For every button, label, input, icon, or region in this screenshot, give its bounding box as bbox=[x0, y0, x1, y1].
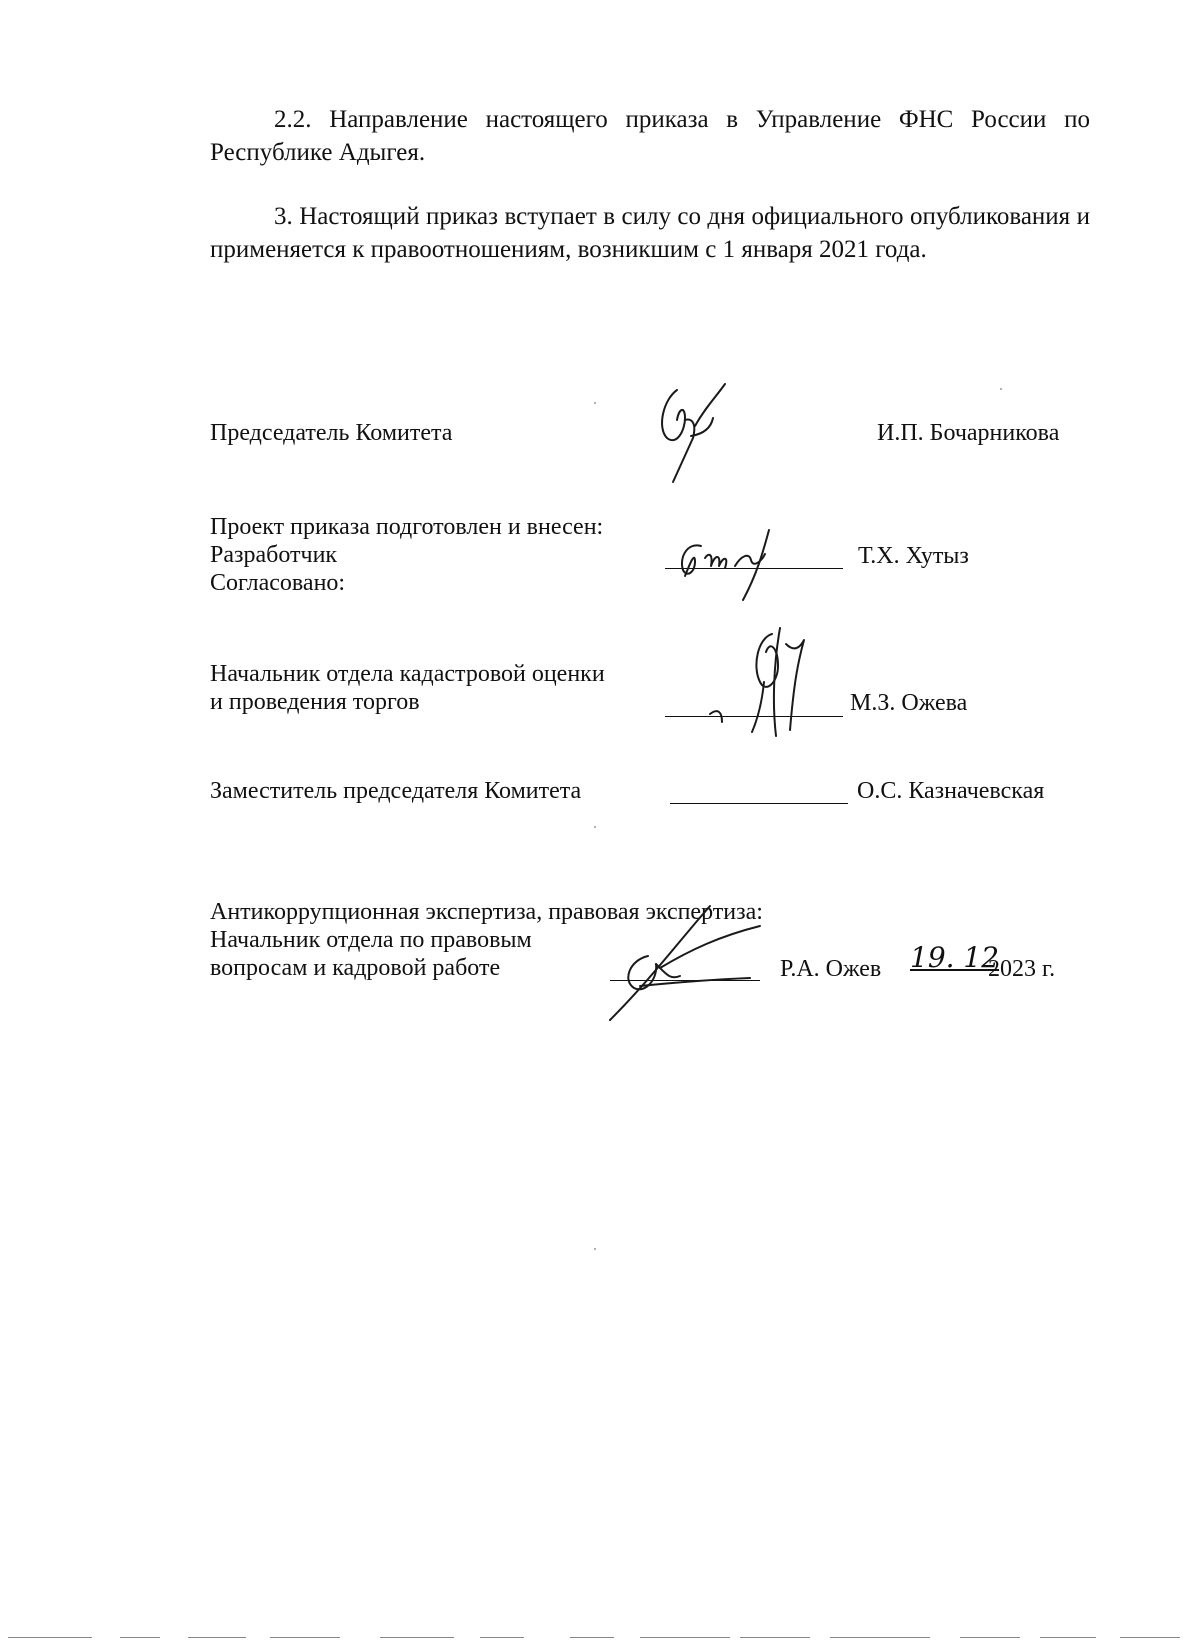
scan-speck bbox=[594, 402, 596, 404]
scan-edge-dash bbox=[188, 1637, 246, 1638]
scan-edge-dash bbox=[270, 1637, 340, 1638]
legal-title-line2: вопросам и кадровой работе bbox=[210, 955, 501, 981]
chairman-name: И.П. Бочарникова bbox=[877, 420, 1060, 446]
expertise-label: Антикоррупционная экспертиза, правовая экспертиза: bbox=[210, 899, 763, 925]
deputy-title: Заместитель председателя Комитета bbox=[210, 778, 582, 804]
deputy-signature-line bbox=[670, 803, 848, 804]
prepared-label: Проект приказа подготовлен и внесен: bbox=[210, 514, 604, 540]
paragraph-3-text: 3. Настоящий приказ вступает в силу со дня официального опубликования и применяется к правоотношениям, возникшим с 1 января 2021 года. bbox=[210, 203, 1090, 263]
paragraph-2-2 bbox=[210, 103, 1090, 169]
scan-speck bbox=[594, 1248, 596, 1250]
paragraph-3 bbox=[210, 200, 1090, 266]
developer-role: Разработчик bbox=[210, 542, 338, 568]
cadastre-signature bbox=[700, 622, 840, 740]
scan-edge-dash bbox=[960, 1637, 1020, 1638]
scan-edge-dash bbox=[570, 1637, 614, 1638]
legal-date-suffix: 2023 г. bbox=[988, 956, 1056, 982]
scan-speck bbox=[1000, 388, 1002, 390]
scan-edge-dash bbox=[480, 1637, 524, 1638]
legal-date-handwritten: 19. 12 bbox=[910, 941, 1000, 974]
agreed-label: Согласовано: bbox=[210, 570, 346, 596]
chairman-signature bbox=[655, 378, 735, 486]
developer-name: Т.Х. Хутыз bbox=[858, 543, 969, 569]
scan-edge-dash bbox=[120, 1637, 160, 1638]
scan-edge-dash bbox=[380, 1637, 454, 1638]
scan-edge-dash bbox=[1040, 1637, 1096, 1638]
cadastre-name: М.З. Ожева bbox=[850, 690, 968, 716]
legal-signature bbox=[600, 900, 770, 1025]
deputy-name: О.С. Казначевская bbox=[857, 778, 1045, 804]
cadastre-title-line1: Начальник отдела кадастровой оценки bbox=[210, 661, 605, 687]
developer-signature bbox=[665, 522, 815, 602]
scan-edge-dash bbox=[8, 1637, 92, 1638]
cadastre-title-line2: и проведения торгов bbox=[210, 689, 420, 715]
scan-edge-dash bbox=[1120, 1637, 1180, 1638]
scan-edge-dash bbox=[740, 1637, 810, 1638]
paragraph-2-2-text: 2.2. Направление настоящего приказа в Управление ФНС России по Республике Адыгея. bbox=[210, 106, 1090, 166]
scan-speck bbox=[594, 826, 596, 828]
legal-name: Р.А. Ожев bbox=[780, 956, 882, 982]
chairman-title: Председатель Комитета bbox=[210, 420, 453, 446]
legal-title-line1: Начальник отдела по правовым bbox=[210, 927, 532, 953]
scan-edge-dash bbox=[830, 1637, 930, 1638]
scan-edge-dash bbox=[640, 1637, 730, 1638]
